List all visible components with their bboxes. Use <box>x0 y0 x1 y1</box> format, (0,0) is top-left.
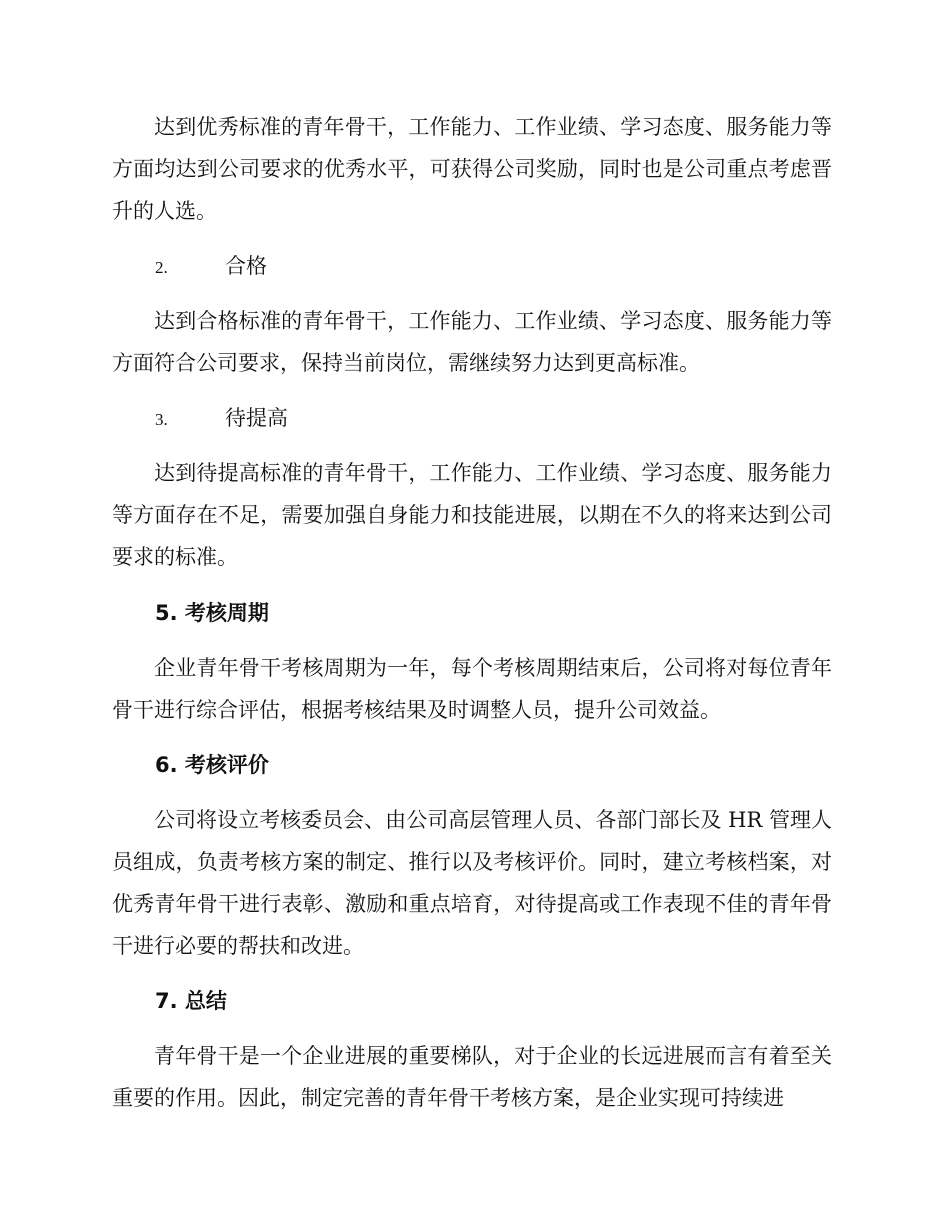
paragraph-assessment-cycle: 企业青年骨干考核周期为一年，每个考核周期结束后，公司将对每位青年骨干进行综合评估，根据考核结果及时调整人员，提升公司效益。 <box>112 656 832 722</box>
paragraph-improve: 达到待提高标准的青年骨干，工作能力、工作业绩、学习态度、服务能力等方面存在不足，需要加强自身能力和技能进展，以期在不久的将来达到公司要求的标准。 <box>112 461 832 569</box>
list-item-improve <box>155 403 288 433</box>
paragraph-summary: 青年骨干是一个企业进展的重要梯队，对于企业的长远进展而言有着至关重要的作用。因此，制定完善的青年骨干考核方案，是企业实现可持续进 <box>112 1044 832 1110</box>
heading-assessment-evaluation: 6. 考核评价 <box>155 753 269 777</box>
paragraph-assessment-evaluation: 公司将设立考核委员会、由公司高层管理人员、各部门部长及 HR 管理人员组成，负责考核方案的制定、推行以及考核评价。同时，建立考核档案，对优秀青年骨干进行表彰、激励和重点培育，对待提高或工作表现不佳的青年骨干进行必要的帮扶和改进。 <box>112 808 832 958</box>
heading-summary: 7. 总结 <box>155 989 227 1013</box>
heading-assessment-cycle: 5. 考核周期 <box>155 601 269 625</box>
paragraph-qualified: 达到合格标准的青年骨干，工作能力、工作业绩、学习态度、服务能力等方面符合公司要求，保持当前岗位，需继续努力达到更高标准。 <box>112 309 832 375</box>
list-item-qualified <box>155 251 267 281</box>
list-label: 合格 <box>225 254 267 278</box>
paragraph-excellent: 达到优秀标准的青年骨干，工作能力、工作业绩、学习态度、服务能力等方面均达到公司要求的优秀水平，可获得公司奖励，同时也是公司重点考虑晋升的人选。 <box>112 115 832 223</box>
list-number: 2. <box>155 258 168 277</box>
list-label: 待提高 <box>225 406 288 430</box>
list-number: 3. <box>155 410 168 429</box>
